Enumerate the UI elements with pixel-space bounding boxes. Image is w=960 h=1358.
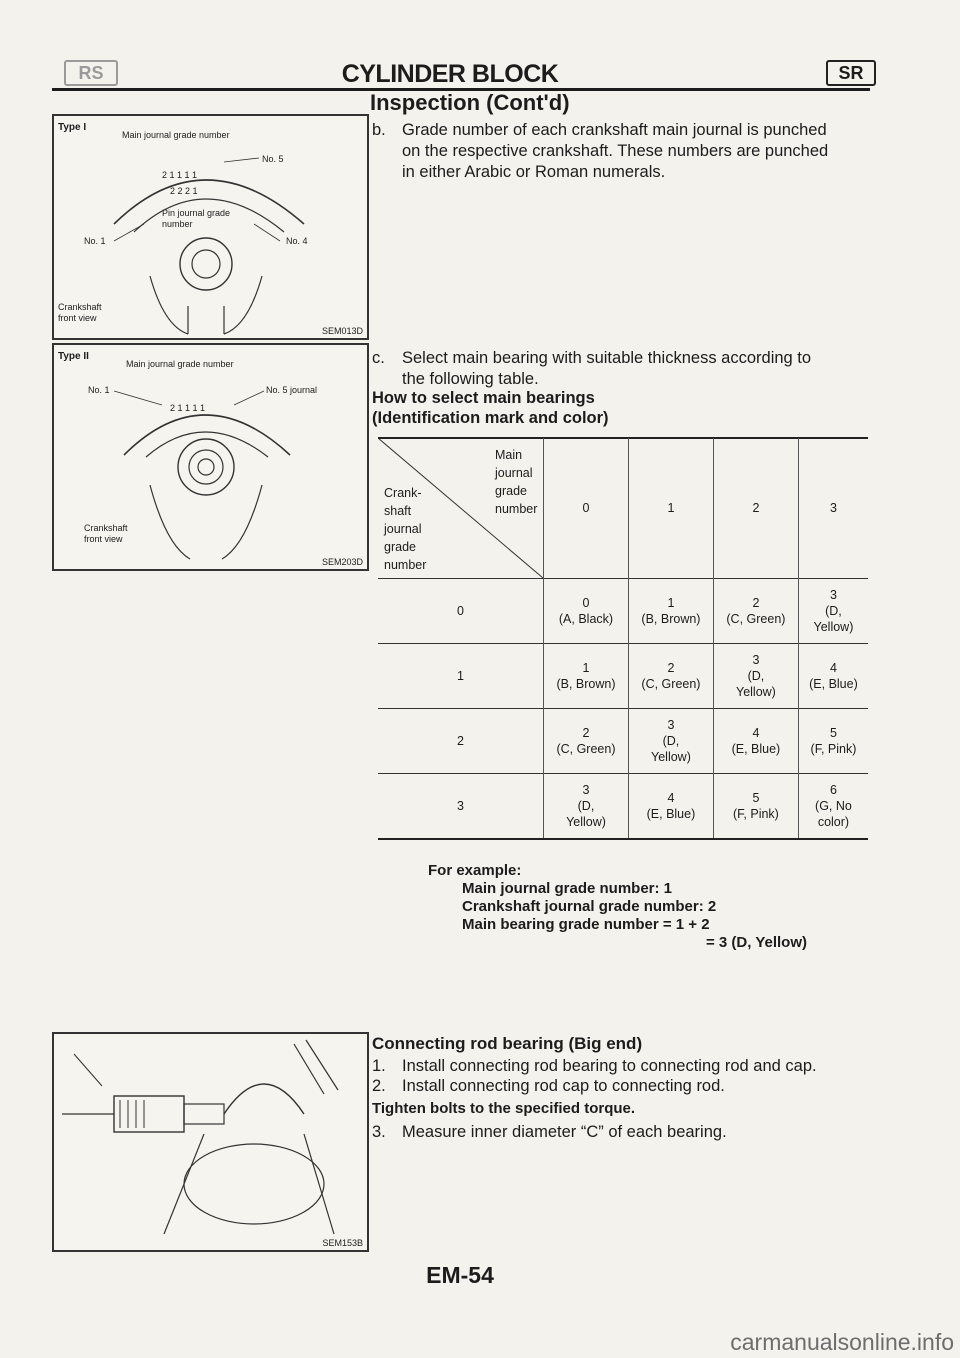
cell-line: 2 (582, 726, 590, 740)
paragraph-marker: b. (372, 121, 386, 139)
pin-journal-label: Pin journal grade number (162, 208, 231, 229)
digits-inner: 2 2 2 1 (170, 186, 198, 196)
figure-type2 (52, 343, 369, 571)
example-line: Crankshaft journal grade number: 2 (462, 898, 717, 915)
cell-line: (D, (662, 734, 680, 748)
corner-line: shaft (384, 504, 412, 518)
row-label: 1 (457, 669, 464, 683)
step-text: Install connecting rod bearing to connecting rod and cap. (402, 1057, 817, 1075)
table-cell (544, 774, 629, 840)
cell-line: (C, Green) (726, 612, 786, 626)
cell-line: (B, Brown) (556, 677, 616, 691)
paragraph-marker: c. (372, 349, 385, 367)
table-cell (713, 709, 798, 774)
step-number: 1. (372, 1057, 386, 1075)
cell-line: (C, Green) (556, 742, 616, 756)
step-text: Install connecting rod cap to connecting rod. (402, 1077, 725, 1095)
cell-line: Yellow) (651, 750, 691, 764)
corner-line: number (495, 502, 538, 516)
section-title: Inspection (Cont'd) (370, 90, 570, 115)
cell-line: (F, Pink) (733, 807, 779, 821)
page-title: CYLINDER BLOCK (341, 60, 559, 88)
cell-line: (F, Pink) (810, 742, 857, 756)
table-cell (713, 579, 798, 644)
cell-line: 3 (667, 718, 675, 732)
line: Grade number of each crankshaft main journal is punched (402, 121, 827, 139)
figure-code: SEM013D (321, 326, 363, 336)
cell-line: Yellow) (813, 620, 854, 634)
no1-label: No. 1 (88, 385, 110, 395)
cell-line: Yellow) (736, 685, 776, 699)
conrod-step-2 (372, 1076, 872, 1097)
conrod-step-1 (372, 1056, 872, 1077)
example-line: = 3 (D, Yellow) (706, 934, 808, 951)
table-cell (544, 579, 629, 644)
section-badge-right: SR (826, 60, 876, 86)
table-cell (713, 644, 798, 709)
example-heading: For example: (428, 862, 522, 879)
cell-line: 2 (667, 661, 675, 675)
no1-label: No. 1 (84, 236, 106, 246)
cell-line: (D, (747, 669, 765, 683)
step-number: 2. (372, 1077, 386, 1095)
cell-line: (A, Black) (558, 612, 614, 626)
no4-label: No. 4 (286, 236, 308, 246)
figure-micrometer (52, 1032, 369, 1252)
cell-line: 5 (829, 726, 837, 740)
table-cell (628, 709, 713, 774)
line: on the respective crankshaft. These numbers are punched (402, 142, 829, 160)
digits-top: 2 1 1 1 1 (162, 170, 198, 180)
corner-line: Crank- (384, 486, 422, 500)
cell-line: (C, Green) (641, 677, 701, 691)
table-row (378, 709, 868, 774)
main-journal-label: Main journal grade number (122, 130, 230, 140)
paragraph-text (402, 348, 811, 390)
cell-line: 0 (582, 596, 590, 610)
conrod-heading: Connecting rod bearing (Big end) (372, 1034, 643, 1053)
table-cell (798, 579, 868, 644)
cell-line: (E, Blue) (731, 742, 781, 756)
table-heading (372, 388, 609, 428)
figure-code: SEM203D (321, 557, 363, 567)
main-journal-label: Main journal grade number (126, 359, 234, 369)
row-label: 3 (457, 799, 464, 813)
example-line: Main journal grade number: 1 (462, 880, 673, 897)
column-header: 1 (628, 438, 713, 579)
column-header: 0 (544, 438, 629, 579)
table-cell (544, 709, 629, 774)
crankshaft-drawing (54, 345, 367, 569)
corner-line: grade (384, 540, 416, 554)
cell-line: 4 (752, 726, 760, 740)
figure-code: SEM153B (322, 1238, 363, 1248)
table-cell (713, 774, 798, 840)
paragraph-text (402, 120, 828, 183)
no5-label: No. 5 (262, 154, 284, 164)
no5-label: No. 5 journal (266, 385, 318, 395)
cell-line: 3 (582, 783, 590, 797)
cell-line: 3 (829, 588, 837, 602)
table-cell (798, 644, 868, 709)
table-cell (798, 709, 868, 774)
column-header: 3 (798, 438, 868, 579)
table-cell (798, 774, 868, 840)
table-row (378, 579, 868, 644)
crankshaft-label: Crankshaft front view (58, 302, 102, 323)
cell-line: 4 (667, 791, 675, 805)
cell-line: (E, Blue) (646, 807, 696, 821)
paragraph-b (372, 120, 872, 186)
figure-type-label: Type II (58, 351, 89, 362)
corner-line: journal (495, 466, 533, 480)
cell-line: 5 (752, 791, 760, 805)
cell-line: (E, Blue) (809, 677, 858, 691)
cell-line: (D, (577, 799, 595, 813)
cell-line: Yellow) (566, 815, 606, 829)
corner-crank-label (384, 484, 426, 574)
table-cell (628, 579, 713, 644)
table-cell (628, 774, 713, 840)
watermark: carmanualsonline.info (730, 1329, 954, 1355)
micrometer-drawing (54, 1034, 367, 1250)
table-header-row (378, 438, 868, 579)
cell-line: (D, (825, 604, 842, 618)
cell-line: 2 (752, 596, 760, 610)
torque-note: Tighten bolts to the specified torque. (372, 1100, 636, 1117)
page-number: EM-54 (426, 1262, 494, 1288)
paragraph-c (372, 348, 872, 392)
table-row (378, 774, 868, 840)
conrod-step-3 (372, 1122, 872, 1143)
cell-line: 3 (752, 653, 760, 667)
table-cell (544, 644, 629, 709)
cell-line: 4 (829, 661, 837, 675)
example-block (428, 862, 807, 952)
table-row (378, 644, 868, 709)
row-label: 2 (457, 734, 464, 748)
crankshaft-label: Crankshaft front view (84, 523, 128, 544)
line: in either Arabic or Roman numerals. (402, 163, 666, 181)
corner-line: Main (495, 448, 523, 462)
cell-line: (B, Brown) (641, 612, 701, 626)
cell-line: color) (817, 815, 850, 829)
figure-type-label: Type I (58, 122, 87, 133)
corner-main-label (495, 446, 537, 518)
bearing-selection-table (378, 438, 868, 840)
digits-top: 2 1 1 1 1 (170, 403, 206, 413)
cell-line: 6 (829, 783, 837, 797)
table-corner-cell (378, 438, 544, 579)
heading-line: (Identification mark and color) (372, 409, 609, 427)
section-badge-left: RS (64, 60, 118, 86)
figure-type1 (52, 114, 369, 340)
corner-line: grade (495, 484, 527, 498)
cell-line: 1 (582, 661, 590, 675)
line: Select main bearing with suitable thickness according to (402, 349, 812, 367)
step-number: 3. (372, 1123, 386, 1141)
example-line: Main bearing grade number = 1 + 2 (462, 916, 710, 933)
step-text: Measure inner diameter “C” of each bearing. (402, 1123, 727, 1141)
heading-line: How to select main bearings (372, 389, 595, 407)
corner-line: journal (384, 522, 422, 536)
cell-line: (G, No (815, 799, 852, 813)
column-header: 2 (713, 438, 798, 579)
row-label: 0 (457, 604, 464, 618)
line: the following table. (402, 370, 539, 388)
crankshaft-drawing (54, 116, 367, 338)
corner-line: number (384, 558, 427, 572)
cell-line: 1 (667, 596, 675, 610)
table-cell (628, 644, 713, 709)
